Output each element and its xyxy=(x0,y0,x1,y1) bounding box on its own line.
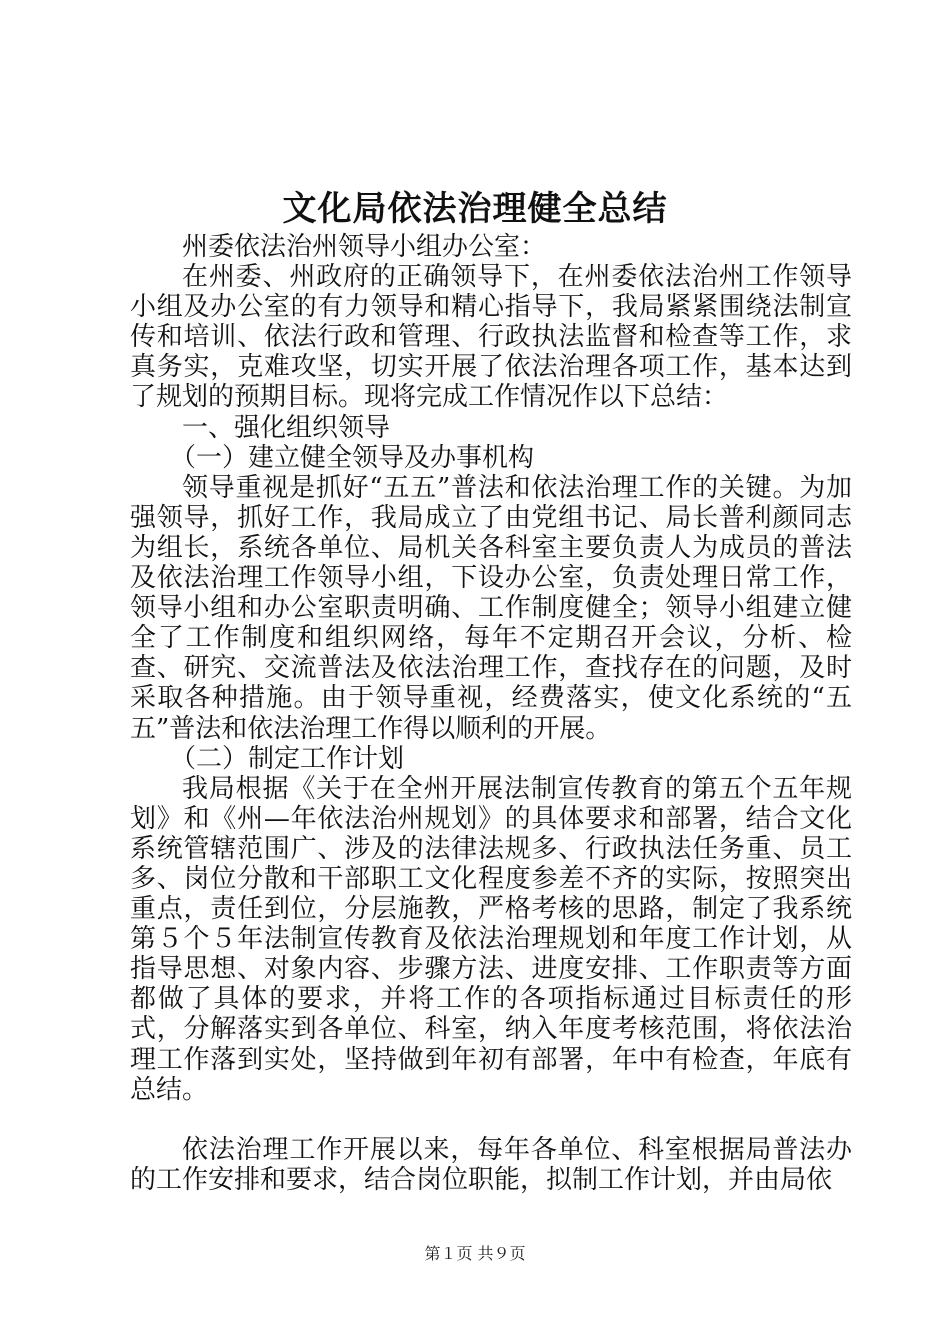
salutation: 州委依法治州领导小组办公室： xyxy=(182,232,547,262)
document-body xyxy=(130,232,852,1195)
subsection-heading-1: （一）建立健全领导及办事机构 xyxy=(170,442,535,473)
paragraph-leadership: 领导重视是抓好“五五”普法和依法治理工作的关键。为加强领导，抓好工作，我局成立了由党组书记、局长普利颜同志为组长，系统各单位、局机关各科室主要负责人为成员的普法及依法治理工作领导小组，下设办公室，负责处理日常工作，领导小组和办公室职责明确、工作制度健全；领导小组建立健全了工作制度和组织网络，每年不定期召开会议，分析、检查、研究、交流普法及依法治理工作，查找存在的问题，及时采取各种措施。由于领导重视，经费落实，使文化系统的“五五”普法和依法治理工作得以顺利的开展。 xyxy=(130,472,852,744)
paragraph-spacer xyxy=(130,1105,852,1135)
page-number-footer: 第１页 共９页 xyxy=(424,1244,526,1263)
paragraph-plan: 我局根据《关于在全州开展法制宣传教育的第五个五年规划》和《州—年依法治州规划》的具体要求和部署，结合文化系统管辖范围广、涉及的法律法规多、行政执法任务重、员工多、岗位分散和干部职工文化程度参差不齐的实际，按照突出重点，责任到位，分层施教，严格考核的思路，制定了我系统第５个５年法制宣传教育及依法治理规划和年度工作计划，从指导思想、对象内容、步骤方法、进度安排、工作职责等方面都做了具体的要求，并将工作的各项指标通过目标责任的形式，分解落实到各单位、科室，纳入年度考核范围，将依法治理工作落到实处，坚持做到年初有部署，年中有检查，年底有总结。 xyxy=(130,773,852,1105)
paragraph-intro: 在州委、州政府的正确领导下，在州委依法治州工作领导小组及办公室的有力领导和精心指导下，我局紧紧围绕法制宣传和培训、依法行政和管理、行政执法监督和检查等工作，求真务实，克难攻坚，切实开展了依法治理各项工作，基本达到了规划的预期目标。现将完成工作情况作以下总结： xyxy=(130,262,852,413)
subsection-heading-2: （二）制定工作计划 xyxy=(170,743,405,774)
section-heading-1: 一、强化组织领导 xyxy=(182,412,391,443)
paragraph-implementation: 依法治理工作开展以来，每年各单位、科室根据局普法办的工作安排和要求，结合岗位职能，拟制工作计划，并由局依 xyxy=(130,1134,852,1195)
document-title: 文化局依法治理健全总结 xyxy=(282,189,668,229)
